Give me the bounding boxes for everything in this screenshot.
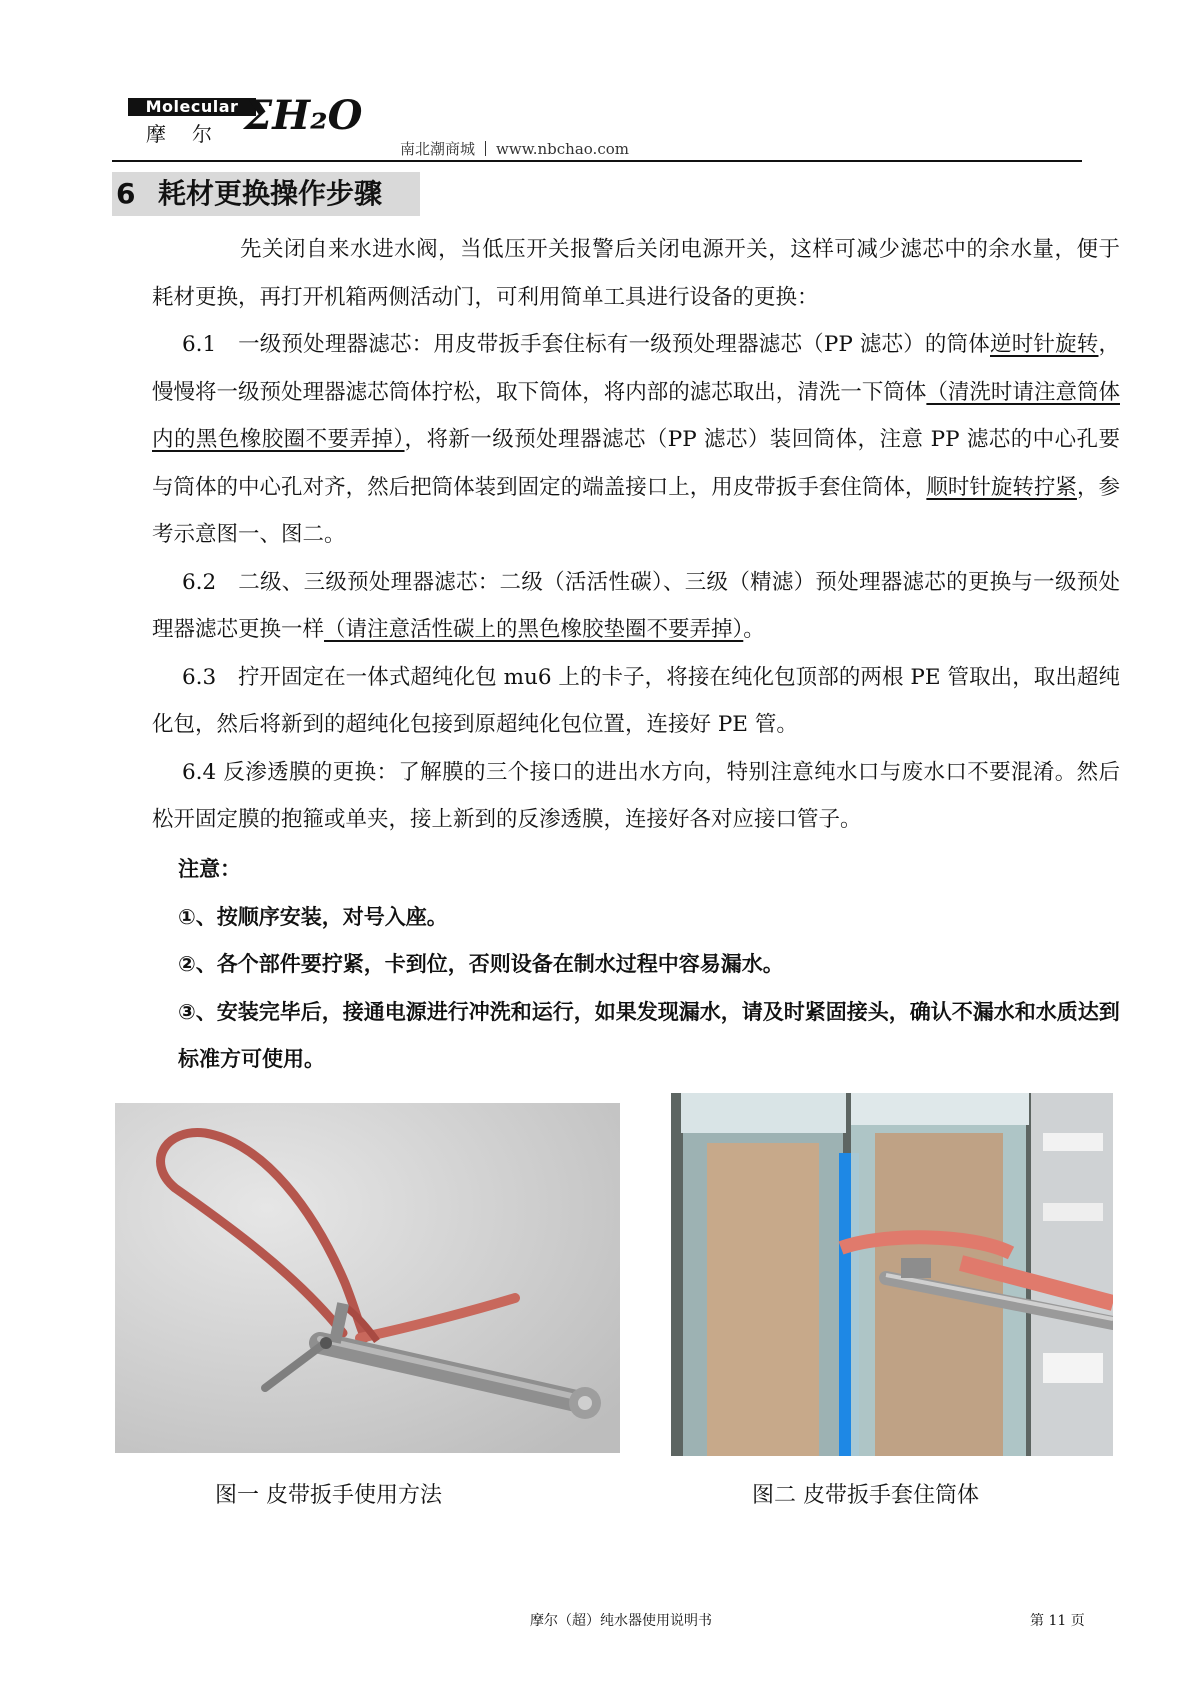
page-number: 第 11 页 (1030, 1613, 1085, 1629)
header-rule (112, 160, 1082, 162)
strap-wrench-illustration (115, 1103, 620, 1453)
text-run: ，将新一级预处理器滤芯（PP 滤芯）装回筒体，注意 PP 滤芯的中心孔要与筒体的中心孔对齐，然后把筒体装到固定的端盖接口上，用皮带扳手套住筒体， (152, 427, 1120, 500)
logo-chinese-text: 摩尔 (146, 122, 238, 146)
text-run: 6.2 二级、三级预处理器滤芯：二级（活活性碳）、三级（精滤）预处理器滤芯的更换与一级预处理器滤芯更换一样 (152, 569, 1120, 642)
underlined-text: （请注意活性碳上的黑色橡胶垫圈不要弄掉） (324, 617, 744, 642)
intro-paragraph: 先关闭自来水进水阀，当低压开关报警后关闭电源开关，这样可减少滤芯中的余水量，便于耗材更换，再打开机箱两侧活动门，可利用简单工具进行设备的更换： (152, 237, 1120, 310)
note-item: ①、按顺序安装，对号入座。 (178, 904, 448, 929)
site-url[interactable]: www.nbchao.com (496, 140, 629, 158)
figure-1-caption: 图一 皮带扳手使用方法 (215, 1483, 442, 1508)
section-title: 耗材更换操作步骤 (158, 177, 383, 210)
site-name: 南北潮商城 (400, 140, 476, 158)
filter-housing-illustration (671, 1093, 1113, 1456)
underlined-text: （清洗时请注意筒体内的黑色橡胶圈不要弄掉） (152, 379, 1120, 452)
figure-2-caption: 图二 皮带扳手套住筒体 (752, 1483, 979, 1508)
text-run: ，慢慢将一级预处理器滤芯筒体拧松，取下筒体，将内部的滤芯取出，清洗一下筒体 (152, 332, 1120, 405)
strap-wrench-photo (115, 1103, 620, 1453)
underlined-text: 逆时针旋转 (990, 332, 1099, 357)
paragraph-6-3: 6.3 拧开固定在一体式超纯化包 mu6 上的卡子，将接在纯化包顶部的两根 PE 管取出，取出超纯化包，然后将新到的超纯化包接到原超纯化包位置，连接好 PE 管。 (152, 664, 1120, 737)
note-item: ③、安装完毕后，接通电源进行冲洗和运行，如果发现漏水，请及时紧固接头，确认不漏水和水质达到标准方可使用。 (178, 999, 1120, 1071)
logo-formula: ΣH₂O (244, 92, 363, 139)
footer-doc-title: 摩尔（超）纯水器使用说明书 (530, 1613, 712, 1629)
header-separator (485, 141, 486, 156)
filter-housing-photo (671, 1093, 1113, 1456)
notes-heading: 注意： (178, 857, 241, 881)
text-run: ，参考示意图一、图二。 (152, 474, 1120, 547)
paragraph-6-1 (152, 321, 1120, 559)
note-item: ②、各个部件要拧紧，卡到位，否则设备在制水过程中容易漏水。 (178, 952, 784, 976)
text-run: 6.1 一级预处理器滤芯：用皮带扳手套住标有一级预处理器滤芯（PP 滤芯）的筒体 (182, 332, 990, 357)
brand-logo (128, 92, 363, 148)
section-heading (112, 172, 420, 216)
underlined-text: 顺时针旋转拧紧 (926, 474, 1077, 500)
paragraph-6-4: 6.4 反渗透膜的更换：了解膜的三个接口的进出水方向，特别注意纯水口与废水口不要混淆。然后松开固定膜的抱箍或单夹，接上新到的反渗透膜，连接好各对应接口管子。 (152, 759, 1120, 832)
section-number: 6 (116, 177, 136, 210)
notes-block (178, 846, 1128, 1084)
paragraph-6-2 (152, 559, 1120, 654)
logo-english-text: Molecular (128, 98, 256, 116)
text-run: 。 (743, 617, 765, 642)
header-site (400, 138, 629, 159)
body-text (152, 226, 1120, 844)
